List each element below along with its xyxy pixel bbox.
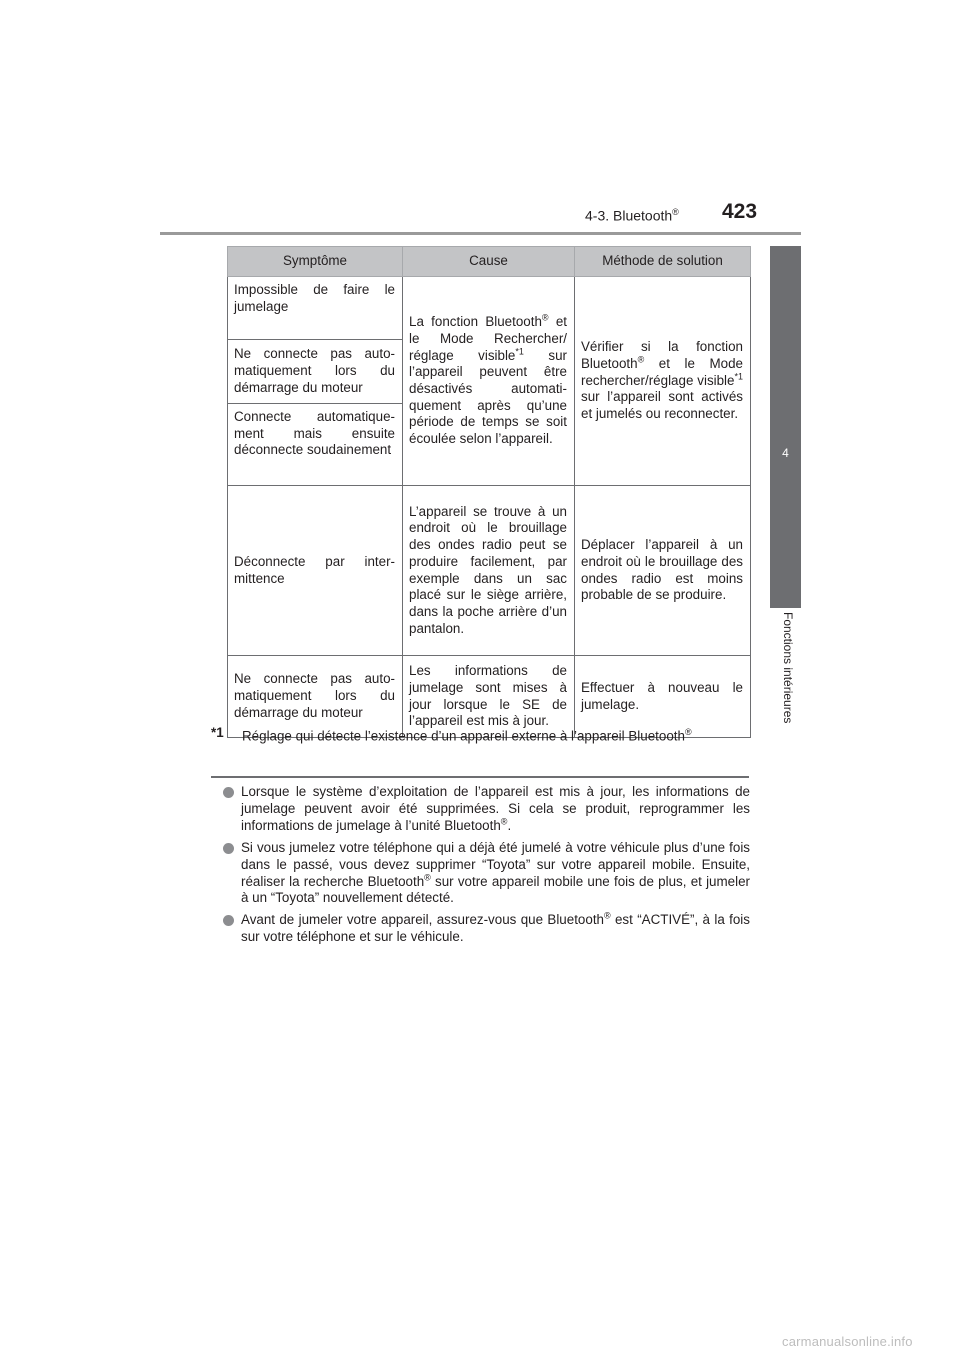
list-item: Avant de jumeler votre appareil, assurez-vous que Bluetooth® est “ACTIVÉ”, à la fois sur votre téléphone et sur le véhicule. <box>223 912 750 946</box>
list-item: Si vous jumelez votre téléphone qui a déjà été jumelé à votre véhicule plus d’une fois dans le passé, vous devez supprimer “Toyota” sur votre appareil mobile. Ensuite, réaliser la recherche Bluetooth® sur votre appareil mobile une fois de plus, et jumeler à un “Toyota” nouvellement détecté. <box>223 840 750 908</box>
troubleshooting-table <box>227 246 751 738</box>
column-header-cause: Cause <box>403 247 575 277</box>
page-number: 423 <box>722 200 758 223</box>
notes-rule <box>211 776 749 778</box>
chapter-tab <box>770 246 801 608</box>
symptom-cell: Ne connecte pas automatiquement lors du démarrage du moteur <box>228 656 403 738</box>
footnote-mark: *1 <box>211 725 224 740</box>
list-item: Lorsque le système d’exploitation de l’appareil est mis à jour, les informations de jumelage peuvent avoir été supprimées. Si cela se produit, reprogrammer les informations de jumelage à l’unité Bluetooth®. <box>223 784 750 835</box>
notes-list <box>223 784 750 951</box>
symptom-cell: Ne connecte pas automatiquement lors du démarrage du moteur <box>228 340 403 404</box>
symptom-cell: Déconnecte par intermittence <box>228 486 403 656</box>
column-header-symptom: Symptôme <box>228 247 403 277</box>
header-rule <box>160 232 801 235</box>
symptom-cell: Impossible de faire le jumelage <box>228 277 403 340</box>
chapter-number: 4 <box>782 446 789 460</box>
chapter-title: Fonctions intérieures <box>781 612 795 724</box>
footnote-text: Réglage qui détecte l’existence d’un appareil externe à l’appareil Bluetooth® <box>242 727 692 744</box>
table-header-row <box>228 247 751 277</box>
solution-cell: Vérifier si la fonction Bluetooth® et le Mode rechercher/réglage visible$^{*1}$ sur l’appareil sont activés et jumelés ou reconnecter. <box>575 277 751 486</box>
section-title: 4-3. Bluetooth® <box>585 207 679 224</box>
cause-cell: La fonction Bluetooth® et le Mode Rechercher/ réglage visible$^{*1}$ sur l’appareil peuvent être désactivés automatiquement après qu’une période de temps se soit écoulée selon l’appareil. <box>403 277 575 486</box>
column-header-solution: Méthode de solution <box>575 247 751 277</box>
watermark: carmanualsonline.info <box>782 1334 913 1349</box>
cause-cell: Les informations de jumelage sont mises à jour lorsque le SE de l’appareil est mis à jour. <box>403 656 575 738</box>
footnote <box>211 724 751 744</box>
solution-cell: Déplacer l’appareil à un endroit où le brouillage des ondes radio est moins probable de se produire. <box>575 486 751 656</box>
cause-cell: L’appareil se trouve à un endroit où le brouillage des ondes radio peut se produire facilement, par exemple dans un sac placé sur le siège arrière, dans la poche arrière d’un pantalon. <box>403 486 575 656</box>
solution-cell: Effectuer à nouveau le jumelage. <box>575 656 751 738</box>
table-row <box>228 277 751 340</box>
symptom-cell: Connecte automatiquement mais ensuite déconnecte soudainement <box>228 404 403 486</box>
table-row <box>228 486 751 656</box>
